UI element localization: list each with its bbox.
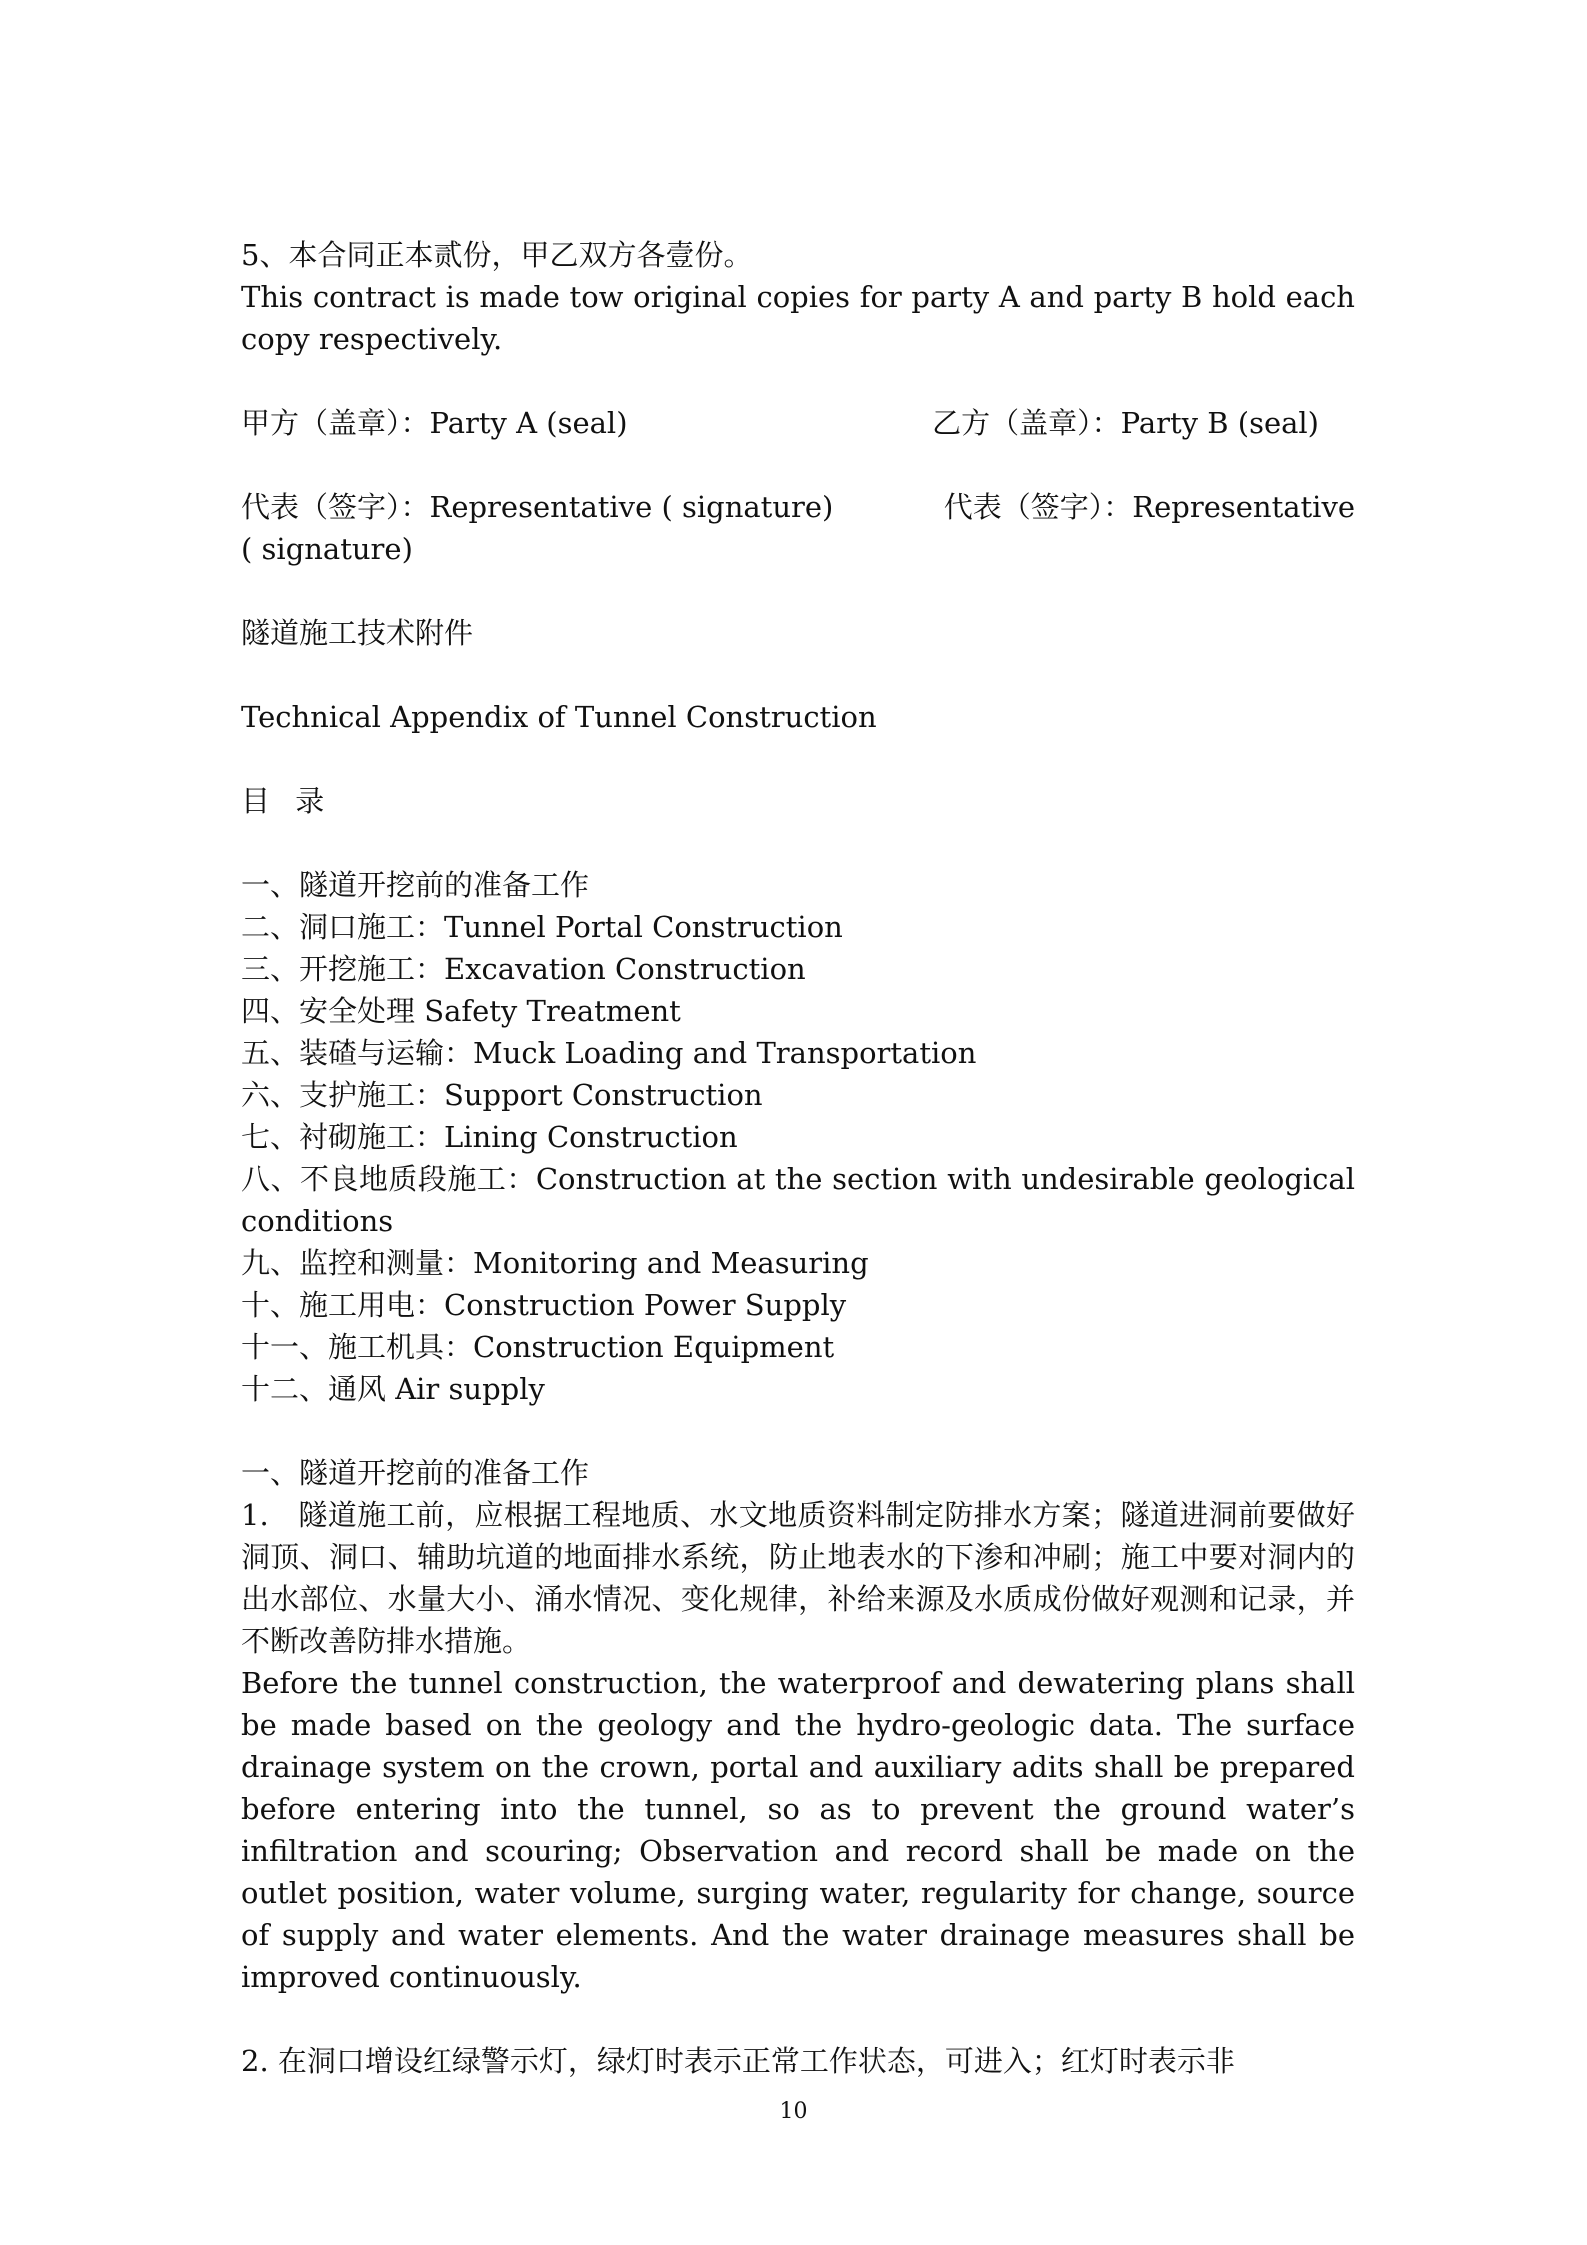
toc-item: 六、支护施工：Support Construction	[241, 1078, 763, 1112]
toc-item: 四、安全处理 Safety Treatment	[241, 994, 681, 1028]
toc-heading: 目 录	[241, 784, 333, 818]
section-1-heading: 一、隧道开挖前的准备工作	[241, 1456, 590, 1490]
table-of-contents	[241, 864, 1355, 1410]
toc-item: 九、监控和测量：Monitoring and Measuring	[241, 1246, 869, 1280]
toc-item-continued: conditions	[241, 1204, 394, 1238]
toc-item: 二、洞口施工：Tunnel Portal Construction	[241, 910, 843, 944]
representative-b: 代表（签字）：Representative	[943, 490, 1355, 524]
section-1-item-1-en: Before the tunnel construction, the waterproof and dewatering plans shall be made based on the geology and the hydro-geologic data. The surface drainage system on the crown, portal and auxiliary adits shall be prepared before entering into the tunnel, so as to prevent the ground water’s infiltration and scouring; Observation and record shall be made on the outlet position, water volume, surging water, regularity for change, source of supply and water elements. And the water drainage measures shall be improved continuously.	[241, 1666, 1355, 1994]
page-number: 10	[779, 2099, 808, 2124]
party-a-seal: 甲方（盖章）：Party A (seal)	[241, 406, 628, 440]
clause-5-zh: 5、本合同正本贰份，甲乙双方各壹份。	[241, 238, 753, 272]
toc-item: 五、装碴与运输：Muck Loading and Transportation	[241, 1036, 977, 1070]
representative-row	[241, 486, 1355, 528]
toc-item: 八、不良地质段施工：Construction at the section with undesirable geological	[241, 1162, 1355, 1196]
party-b-seal: 乙方（盖章）：Party B (seal)	[932, 406, 1319, 440]
appendix-title-zh: 隧道施工技术附件	[241, 616, 474, 650]
section-1-item-2-zh: 2. 在洞口增设红绿警示灯，绿灯时表示正常工作状态，可进入；红灯时表示非	[241, 2044, 1235, 2078]
toc-item: 一、隧道开挖前的准备工作	[241, 868, 590, 902]
appendix-title-en: Technical Appendix of Tunnel Construction	[241, 700, 877, 734]
toc-item: 十二、通风 Air supply	[241, 1372, 545, 1406]
representative-a: 代表（签字）：Representative ( signature)	[241, 490, 834, 524]
section-1-item-1-zh: 1. 隧道施工前，应根据工程地质、水文地质资料制定防排水方案；隧道进洞前要做好洞顶、洞口、辅助坑道的地面排水系统，防止地表水的下渗和冲刷；施工中要对洞内的出水部位、水量大小、涌水情况、变化规律，补给来源及水质成份做好观测和记录，并不断改善防排水措施。	[241, 1498, 1355, 1658]
clause-5-en: This contract is made tow original copies for party A and party B hold each copy respectively.	[241, 280, 1355, 356]
toc-item: 十、施工用电：Construction Power Supply	[241, 1288, 847, 1322]
toc-item: 七、衬砌施工：Lining Construction	[241, 1120, 738, 1154]
representative-a-continued: ( signature)	[241, 532, 413, 566]
page-content	[241, 234, 1355, 2082]
seal-row	[241, 402, 1355, 444]
toc-item: 十一、施工机具：Construction Equipment	[241, 1330, 835, 1364]
toc-item: 三、开挖施工：Excavation Construction	[241, 952, 806, 986]
